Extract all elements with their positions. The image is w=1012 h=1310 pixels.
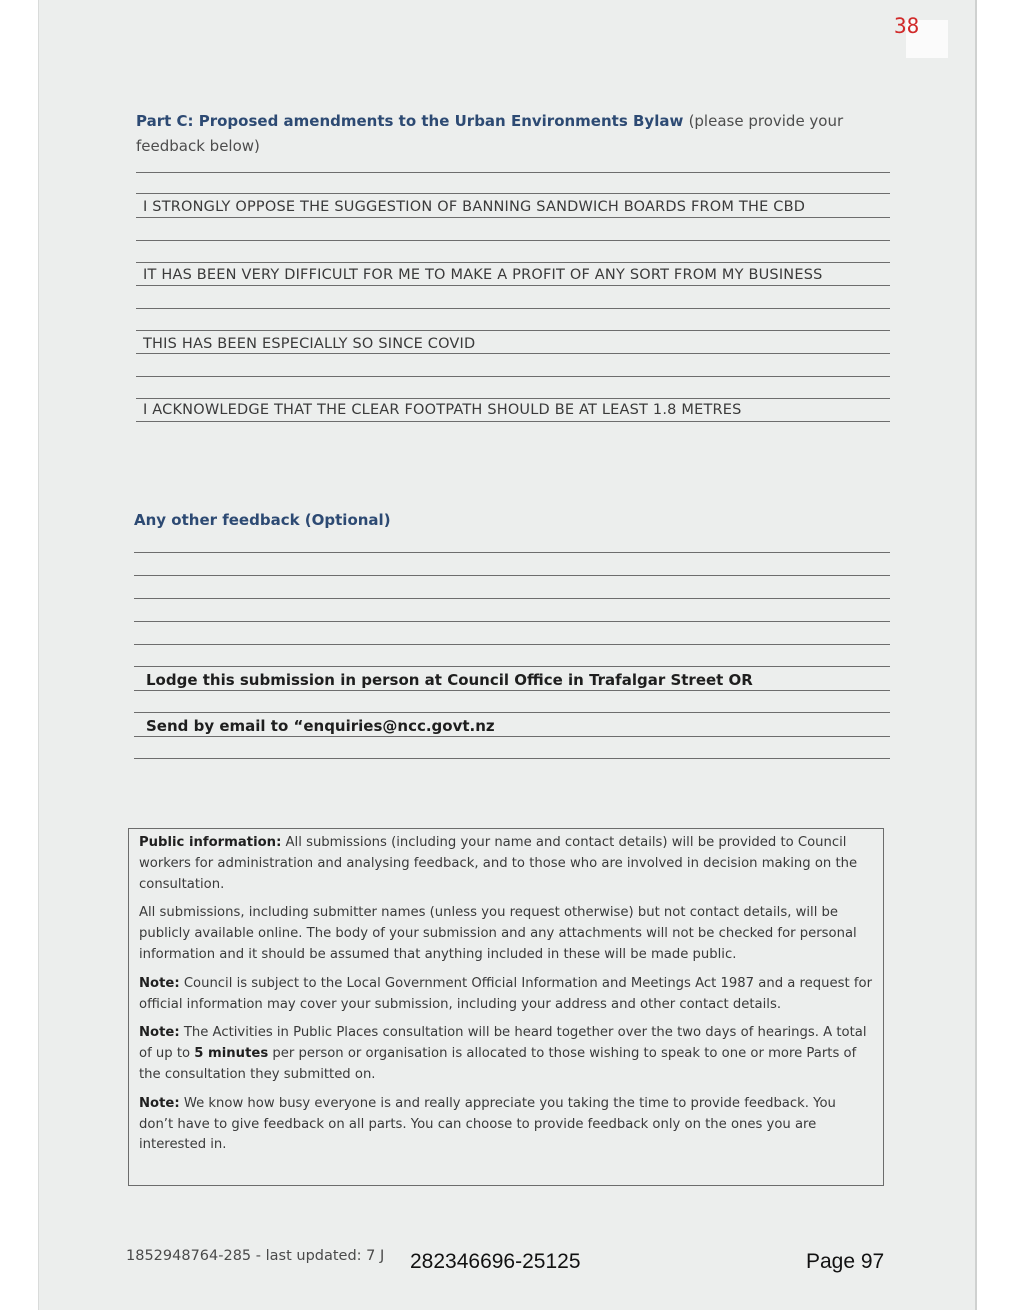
feedback-line bbox=[136, 398, 890, 399]
feedback-line bbox=[136, 330, 890, 331]
feedback-line bbox=[134, 666, 890, 667]
page-number-stamp: 38 bbox=[894, 14, 920, 38]
handwritten-line-2: IT HAS BEEN VERY DIFFICULT FOR ME TO MAKE A PROFIT OF ANY SORT FROM MY BUSINESS bbox=[143, 267, 823, 283]
feedback-line bbox=[134, 736, 890, 737]
feedback-line bbox=[136, 376, 890, 377]
feedback-line bbox=[134, 575, 890, 576]
part-c-title: Part C: Proposed amendments to the Urban Environments Bylaw bbox=[136, 112, 684, 130]
feedback-line bbox=[134, 598, 890, 599]
feedback-line bbox=[136, 421, 890, 422]
handwritten-line-1: I STRONGLY OPPOSE THE SUGGESTION OF BANNING SANDWICH BOARDS FROM THE CBD bbox=[143, 199, 806, 215]
info-paragraph-thanks: Note: We know how busy everyone is and really appreciate you taking the time to provide feedback. You don’t have to give feedback on all parts. You can choose to provide feedback only on the ones you are interested in. bbox=[139, 1095, 836, 1153]
document-id-stamp: 282346696-25125 bbox=[410, 1250, 581, 1273]
feedback-line bbox=[134, 644, 890, 645]
feedback-line bbox=[134, 712, 890, 713]
public-information-box bbox=[128, 828, 884, 1186]
info-paragraph-lgoima: Note: Council is subject to the Local Government Official Information and Meetings Act 1987 and a request for official information may cover your submission, including your address and other contact details. bbox=[139, 975, 872, 1012]
document-reference: 1852948764-285 - last updated: 7 J bbox=[126, 1248, 385, 1264]
feedback-line bbox=[134, 690, 890, 691]
feedback-line bbox=[134, 621, 890, 622]
handwritten-line-3: THIS HAS BEEN ESPECIALLY SO SINCE COVID bbox=[143, 336, 476, 352]
feedback-line bbox=[134, 552, 890, 553]
feedback-line bbox=[136, 240, 890, 241]
other-feedback-heading: Any other feedback (Optional) bbox=[134, 511, 391, 529]
feedback-line bbox=[134, 758, 890, 759]
feedback-line bbox=[136, 308, 890, 309]
feedback-line bbox=[136, 217, 890, 218]
part-c-heading bbox=[136, 112, 843, 130]
feedback-line bbox=[136, 193, 890, 194]
feedback-line bbox=[136, 172, 890, 173]
page-number: Page 97 bbox=[806, 1250, 885, 1273]
handwritten-line-4: I ACKNOWLEDGE THAT THE CLEAR FOOTPATH SHOULD BE AT LEAST 1.8 METRES bbox=[143, 402, 742, 418]
part-c-instruction: (please provide your bbox=[688, 112, 844, 130]
part-c-instruction-cont: feedback below) bbox=[136, 137, 260, 155]
info-paragraph-publication: All submissions, including submitter names (unless you request otherwise) but not contact details, will be publicly available online. The body of your submission and any attachments will not be checked for personal information and it should be assumed that anything included in these will be made public. bbox=[139, 905, 857, 962]
info-paragraph-public: Public information: All submissions (including your name and contact details) will be provided to Council workers for administration and analysing feedback, and to those who are involved in decision making on the consultation. bbox=[139, 835, 858, 892]
email-instruction: Send by email to “enquiries@ncc.govt.nz bbox=[146, 717, 495, 735]
feedback-line bbox=[136, 353, 890, 354]
feedback-line bbox=[136, 285, 890, 286]
lodge-instruction: Lodge this submission in person at Council Office in Trafalgar Street OR bbox=[146, 671, 753, 689]
info-paragraph-hearings: Note: The Activities in Public Places consultation will be heard together over the two days of hearings. A total of up to 5 minutes per person or organisation is allocated to those wishing to speak to one or more Parts of the consultation they submitted on. bbox=[139, 1025, 867, 1082]
feedback-line bbox=[136, 262, 890, 263]
